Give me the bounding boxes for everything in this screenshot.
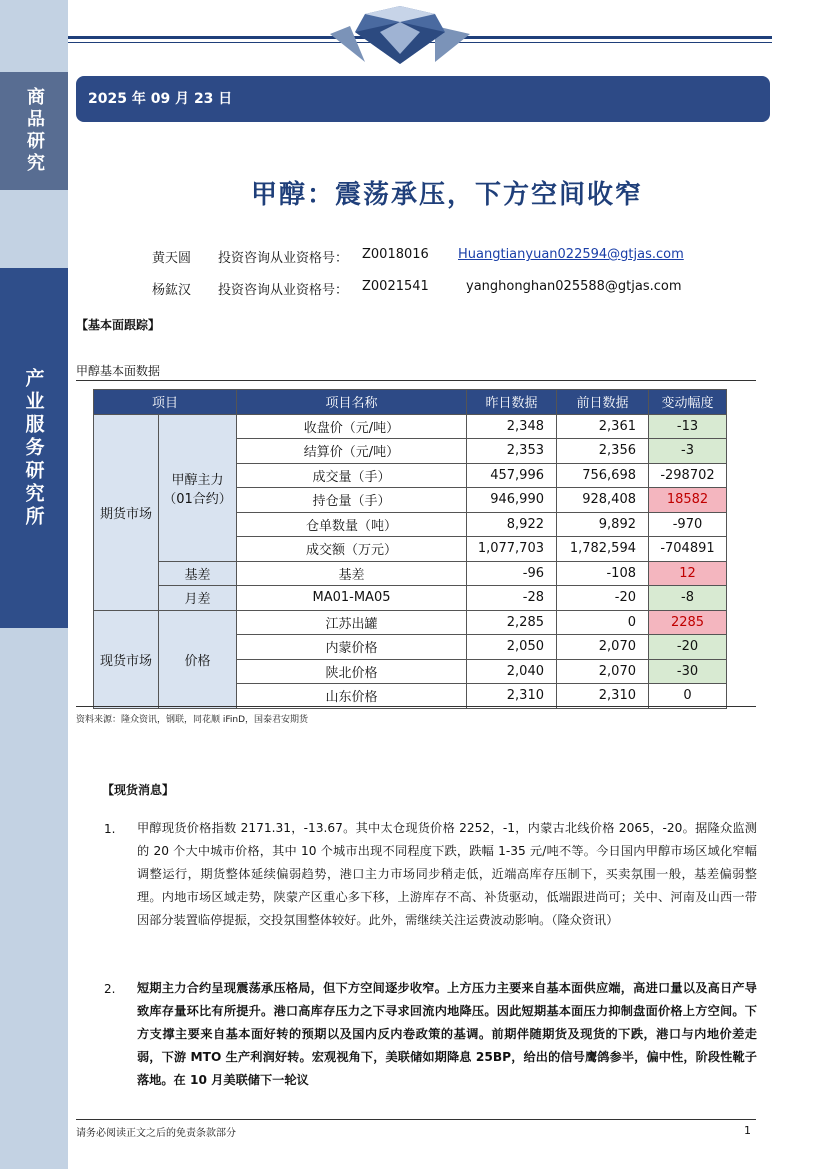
header-cell: 项目名称: [237, 390, 467, 415]
author-1-cert: Z0018016: [362, 247, 429, 262]
row-prior: 2,070: [557, 635, 649, 660]
header-cell: 项目: [94, 390, 237, 415]
row-yesterday: -28: [467, 586, 557, 611]
item-2-number: 2.: [104, 982, 116, 996]
sub-main-contract: （01合约）: [163, 491, 232, 507]
group-futures: 期货市场: [94, 414, 159, 610]
row-prior: 2,310: [557, 684, 649, 709]
table-header-row: [94, 390, 727, 415]
row-yesterday: 946,990: [467, 488, 557, 513]
row-prior: 756,698: [557, 463, 649, 488]
item-2-text: 短期主力合约呈现震荡承压格局，但下方空间逐步收窄。上方压力主要来自基本面供应端，高进口量以及高日产导致库存量环比有所提升。港口高库存压力之下寻求回流内地降压。因此短期基本面压力抑制盘面价格上方空间。下方支撑主要来自基本面好转的预期以及国内反内卷政策的基调。前期伴随期货及现货的下跌，港口与内地价差走弱，下游 MTO 生产利润好转。宏观视角下，美联储如期降息 25BP，给出的信号鹰鸽参半，偏中性，阶段性靴子落地。在 10 月美联储下一轮议: [137, 981, 757, 1087]
row-prior: 9,892: [557, 512, 649, 537]
row-prior: 0: [557, 610, 649, 635]
row-yesterday: 2,310: [467, 684, 557, 709]
footer-disclaimer: 请务必阅读正文之后的免责条款部分: [76, 1128, 236, 1139]
row-change: -3: [649, 439, 727, 464]
row-change: -704891: [649, 537, 727, 562]
row-change: -298702: [649, 463, 727, 488]
author-2-cert: Z0021541: [362, 279, 429, 294]
section-fundamental: 【基本面跟踪】: [76, 318, 161, 332]
sub-price: 价格: [159, 610, 237, 708]
row-name: 收盘价（元/吨）: [237, 414, 467, 439]
row-name: 成交量（手）: [237, 463, 467, 488]
item-1-text: 甲醇现货价格指数 2171.31，-13.67。其中太仓现货价格 2252，-1，内蒙古北线价格 2065，-20。据隆众监测的 20 个大中城市价格，其中 10 个城市出现不同程度下跌，跌幅 1-35 元/吨不等。今日国内甲醇市场区域化窄幅调整运行，期货整体延续偏弱趋势，港口主力市场同步稍走低，近端高库存压制下，买卖氛围一般，基差偏弱整理。内地市场区域走势，陕蒙产区重心多下移，上游库存不高、补货驱动，低端跟进尚可；关中、河南及山西一带因部分装置临停提振，交投氛围整体较好。此外，需继续关注运费波动影响。（隆众资讯）: [137, 821, 757, 927]
row-change: 2285: [649, 610, 727, 635]
row-prior: 2,070: [557, 659, 649, 684]
row-change: -970: [649, 512, 727, 537]
row-name: 成交额（万元）: [237, 537, 467, 562]
row-change: 0: [649, 684, 727, 709]
header-cell: 变动幅度: [649, 390, 727, 415]
author-1-name: 黄天圆: [152, 251, 192, 266]
row-yesterday: 1,077,703: [467, 537, 557, 562]
footer-rule: [76, 1119, 756, 1120]
page-number: 1: [744, 1124, 751, 1137]
row-change: -30: [649, 659, 727, 684]
diamond-logo-icon: [325, 4, 475, 66]
data-source: 资料来源：隆众资讯，钢联，同花顺 iFinD，国泰君安期货: [76, 715, 309, 725]
row-yesterday: -96: [467, 561, 557, 586]
row-change: 12: [649, 561, 727, 586]
row-yesterday: 457,996: [467, 463, 557, 488]
header-cell: 前日数据: [557, 390, 649, 415]
row-change: -8: [649, 586, 727, 611]
table-row: [94, 414, 727, 439]
row-yesterday: 2,353: [467, 439, 557, 464]
row-yesterday: 2,285: [467, 610, 557, 635]
row-prior: 1,782,594: [557, 537, 649, 562]
sub-main-label: 甲醇主力: [171, 472, 224, 488]
row-change: -20: [649, 635, 727, 660]
fundamental-table: [93, 389, 727, 709]
row-name: 内蒙价格: [237, 635, 467, 660]
row-prior: -20: [557, 586, 649, 611]
row-yesterday: 2,050: [467, 635, 557, 660]
row-yesterday: 2,040: [467, 659, 557, 684]
table-caption: 甲醇基本面数据: [76, 364, 161, 378]
row-name: 基差: [237, 561, 467, 586]
author-2-name: 杨鈜汉: [152, 283, 192, 298]
caption-rule: [76, 380, 756, 381]
row-prior: 928,408: [557, 488, 649, 513]
row-name: 仓单数量（吨）: [237, 512, 467, 537]
row-yesterday: 8,922: [467, 512, 557, 537]
table-row: [94, 561, 727, 586]
sidebar-top-label: 商品研究: [24, 87, 45, 175]
row-prior: 2,356: [557, 439, 649, 464]
sidebar-mid-label: 产业服务研究所: [22, 367, 45, 529]
section-news: 【现货消息】: [102, 783, 175, 797]
row-change: -13: [649, 414, 727, 439]
author-1-cert-label: 投资咨询从业资格号：: [218, 251, 349, 266]
author-2-cert-label: 投资咨询从业资格号：: [218, 283, 349, 298]
table-row: [94, 586, 727, 611]
report-title: 甲醇：震荡承压，下方空间收窄: [250, 180, 643, 210]
item-1-number: 1.: [104, 822, 116, 836]
row-name: 江苏出罐: [237, 610, 467, 635]
row-name: 陕北价格: [237, 659, 467, 684]
author-2-email: yanghonghan025588@gtjas.com: [466, 279, 682, 294]
row-name: 山东价格: [237, 684, 467, 709]
row-name: MA01-MA05: [237, 586, 467, 611]
sub-main: [159, 414, 237, 561]
header-cell: 昨日数据: [467, 390, 557, 415]
row-yesterday: 2,348: [467, 414, 557, 439]
date-bar: 2025 年 09 月 23 日: [76, 76, 770, 122]
group-spot: 现货市场: [94, 610, 159, 708]
row-name: 持仓量（手）: [237, 488, 467, 513]
source-rule: [76, 706, 756, 707]
row-prior: -108: [557, 561, 649, 586]
row-name: 结算价（元/吨）: [237, 439, 467, 464]
table-row: [94, 610, 727, 635]
author-1-email-link[interactable]: Huangtianyuan022594@gtjas.com: [458, 247, 684, 262]
sub-spread: 月差: [159, 586, 237, 611]
row-prior: 2,361: [557, 414, 649, 439]
row-change: 18582: [649, 488, 727, 513]
sub-basis: 基差: [159, 561, 237, 586]
